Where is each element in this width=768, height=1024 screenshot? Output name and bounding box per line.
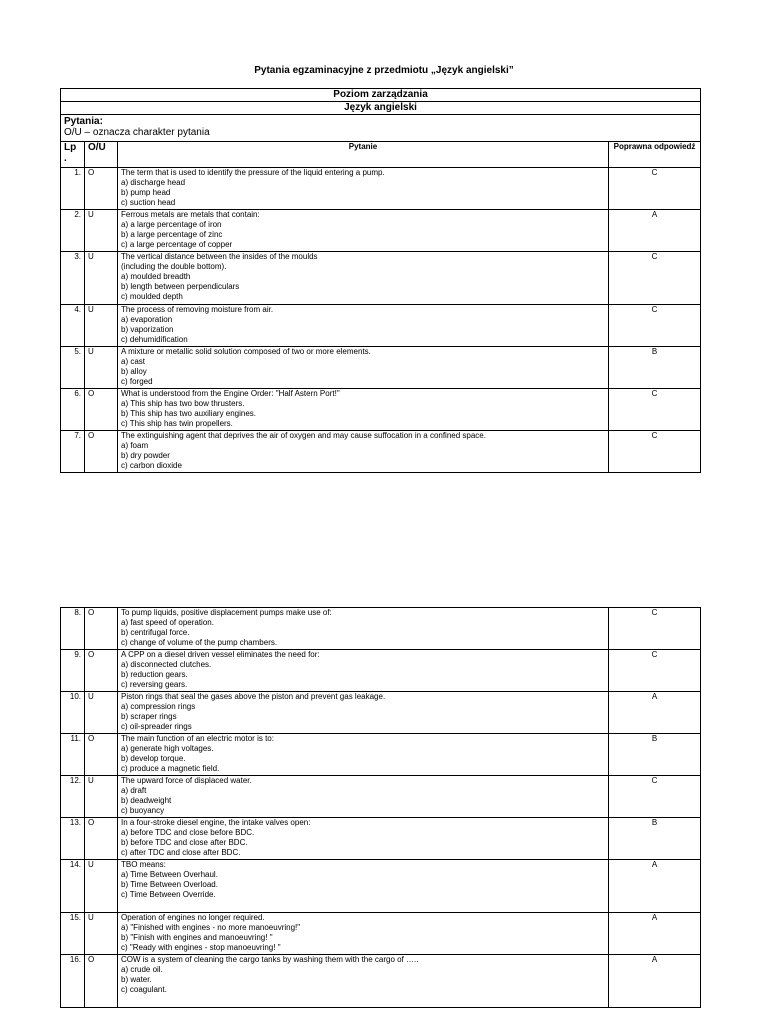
question-stem: The upward force of displaced water. xyxy=(121,776,252,785)
question-stem: Operation of engines no longer required. xyxy=(121,913,265,922)
answer-option: a) moulded breadth xyxy=(121,272,191,281)
question-number: 4. xyxy=(61,305,85,347)
question-text xyxy=(118,955,609,1008)
question-type: O xyxy=(85,389,118,431)
answer-option: b) dry powder xyxy=(121,451,170,460)
question-text xyxy=(118,692,609,734)
question-number: 8. xyxy=(61,608,85,650)
question-text xyxy=(118,734,609,776)
correct-answer: A xyxy=(609,860,701,913)
question-row xyxy=(61,168,701,210)
answer-option: b) scraper rings xyxy=(121,712,177,721)
answer-option: b) water. xyxy=(121,975,152,984)
question-text xyxy=(118,776,609,818)
answer-option: b) Time Between Overload. xyxy=(121,880,218,889)
answer-option: a) foam xyxy=(121,441,149,450)
intro-title: Pytania: xyxy=(64,116,103,127)
correct-answer: C xyxy=(609,168,701,210)
question-number: 1. xyxy=(61,168,85,210)
question-text xyxy=(118,252,609,305)
question-type: U xyxy=(85,913,118,955)
question-type: O xyxy=(85,168,118,210)
correct-answer: A xyxy=(609,955,701,1008)
answer-option: c) oil-spreader rings xyxy=(121,722,192,731)
question-row xyxy=(61,210,701,252)
question-row xyxy=(61,608,701,650)
question-type: U xyxy=(85,210,118,252)
question-text xyxy=(118,913,609,955)
question-number: 16. xyxy=(61,955,85,1008)
answer-option: b) deadweight xyxy=(121,796,172,805)
question-number: 6. xyxy=(61,389,85,431)
question-number: 3. xyxy=(61,252,85,305)
question-row xyxy=(61,431,701,473)
question-text xyxy=(118,305,609,347)
answer-option: c) forged xyxy=(121,377,153,386)
question-number: 11. xyxy=(61,734,85,776)
question-stem: The term that is used to identify the pressure of the liquid entering a pump. xyxy=(121,168,385,177)
question-row xyxy=(61,776,701,818)
correct-answer: C xyxy=(609,608,701,650)
answer-option: b) centrifugal force. xyxy=(121,628,190,637)
question-number: 13. xyxy=(61,818,85,860)
col-question-header: Pytanie xyxy=(118,142,609,168)
question-type: O xyxy=(85,608,118,650)
answer-option: c) a large percentage of copper xyxy=(121,240,233,249)
question-row xyxy=(61,347,701,389)
question-stem: TBO means: xyxy=(121,860,166,869)
col-answer-header: Poprawna odpowiedź xyxy=(609,142,701,168)
question-number: 15. xyxy=(61,913,85,955)
answer-option: b) length between perpendiculars xyxy=(121,282,240,291)
question-type: U xyxy=(85,252,118,305)
question-text xyxy=(118,608,609,650)
answer-option: b) "Finish with engines and manoeuvring! " xyxy=(121,933,273,942)
correct-answer: C xyxy=(609,431,701,473)
answer-option: c) Time Between Override. xyxy=(121,890,216,899)
question-row xyxy=(61,734,701,776)
col-ou-header: O/U xyxy=(85,142,118,168)
management-level-header: Poziom zarządzania xyxy=(61,89,701,102)
question-text xyxy=(118,431,609,473)
answer-option: a) crude oil. xyxy=(121,965,163,974)
correct-answer: A xyxy=(609,210,701,252)
question-text xyxy=(118,818,609,860)
answer-option: c) dehumidification xyxy=(121,335,188,344)
header-row-level xyxy=(61,89,701,102)
question-text xyxy=(118,347,609,389)
answer-option: c) carbon dioxide xyxy=(121,461,182,470)
answer-option: b) before TDC and close after BDC. xyxy=(121,838,248,847)
question-number: 12. xyxy=(61,776,85,818)
answer-option: c) buoyancy xyxy=(121,806,165,815)
answer-option: a) "Finished with engines - no more manoeuvring!" xyxy=(121,923,301,932)
questions-table-page-2 xyxy=(60,607,701,1008)
question-number: 7. xyxy=(61,431,85,473)
question-type: U xyxy=(85,776,118,818)
answer-option: b) develop torque. xyxy=(121,754,186,763)
correct-answer: C xyxy=(609,389,701,431)
correct-answer: B xyxy=(609,734,701,776)
question-row xyxy=(61,913,701,955)
question-stem: The vertical distance between the insides of the moulds xyxy=(121,252,318,261)
question-number: 9. xyxy=(61,650,85,692)
question-row xyxy=(61,650,701,692)
question-type: O xyxy=(85,818,118,860)
question-number: 10. xyxy=(61,692,85,734)
question-text xyxy=(118,389,609,431)
question-row xyxy=(61,305,701,347)
question-stem: Ferrous metals are metals that contain: xyxy=(121,210,260,219)
question-row xyxy=(61,252,701,305)
answer-option: a) compression rings xyxy=(121,702,196,711)
correct-answer: B xyxy=(609,347,701,389)
question-stem: What is understood from the Engine Order: "Half Astern Port!" xyxy=(121,389,340,398)
question-number: 2. xyxy=(61,210,85,252)
question-stem: In a four-stroke diesel engine, the intake valves open: xyxy=(121,818,311,827)
question-type: O xyxy=(85,955,118,1008)
correct-answer: C xyxy=(609,776,701,818)
answer-option: a) discharge head xyxy=(121,178,186,187)
answer-option: b) This ship has two auxiliary engines. xyxy=(121,409,257,418)
question-text xyxy=(118,860,609,913)
question-type: U xyxy=(85,305,118,347)
correct-answer: B xyxy=(609,818,701,860)
question-type: U xyxy=(85,860,118,913)
column-header-row xyxy=(61,142,701,168)
answer-option: c) after TDC and close after BDC. xyxy=(121,848,241,857)
question-stem: A CPP on a diesel driven vessel eliminates the need for: xyxy=(121,650,320,659)
correct-answer: C xyxy=(609,650,701,692)
answer-option: c) reversing gears. xyxy=(121,680,188,689)
answer-option: c) coagulant. xyxy=(121,985,167,994)
question-text xyxy=(118,650,609,692)
question-type: O xyxy=(85,431,118,473)
intro-note: O/U – oznacza charakter pytania xyxy=(64,127,210,138)
answer-option: b) a large percentage of zinc xyxy=(121,230,223,239)
question-text xyxy=(118,168,609,210)
answer-option: a) disconnected clutches. xyxy=(121,660,212,669)
answer-option: a) before TDC and close before BDC. xyxy=(121,828,255,837)
answer-option: c) change of volume of the pump chambers. xyxy=(121,638,278,647)
answer-option: c) This ship has twin propellers. xyxy=(121,419,233,428)
answer-option: (including the double bottom). xyxy=(121,262,227,271)
header-row-subject xyxy=(61,102,701,115)
question-text xyxy=(118,210,609,252)
question-type: O xyxy=(85,734,118,776)
answer-option: a) evaporation xyxy=(121,315,173,324)
correct-answer: A xyxy=(609,913,701,955)
answer-option: a) a large percentage of iron xyxy=(121,220,222,229)
question-row xyxy=(61,818,701,860)
question-row xyxy=(61,955,701,1008)
answer-option: a) Time Between Overhaul. xyxy=(121,870,218,879)
document-title: Pytania egzaminacyjne z przedmiotu „Język angielski” xyxy=(254,65,514,76)
question-stem: Piston rings that seal the gases above the piston and prevent gas leakage. xyxy=(121,692,386,701)
question-stem: The extinguishing agent that deprives the air of oxygen and may cause suffocation in a confined space. xyxy=(121,431,486,440)
answer-option: a) cast xyxy=(121,357,146,366)
question-stem: A mixture or metallic solid solution composed of two or more elements. xyxy=(121,347,371,356)
answer-option: b) vaporization xyxy=(121,325,174,334)
question-number: 5. xyxy=(61,347,85,389)
answer-option: a) generate high voltages. xyxy=(121,744,214,753)
question-type: U xyxy=(85,692,118,734)
answer-option: a) fast speed of operation. xyxy=(121,618,214,627)
answer-option: c) produce a magnetic field. xyxy=(121,764,220,773)
questions-table-page-1 xyxy=(60,88,701,473)
correct-answer: C xyxy=(609,252,701,305)
col-lp-header: Lp . xyxy=(61,142,85,168)
question-stem: COW is a system of cleaning the cargo tanks by washing them with the cargo of ….. xyxy=(121,955,419,964)
answer-option: c) "Ready with engines - stop manoeuvring! " xyxy=(121,943,281,952)
question-row xyxy=(61,389,701,431)
question-stem: The process of removing moisture from air. xyxy=(121,305,274,314)
correct-answer: A xyxy=(609,692,701,734)
intro-row xyxy=(61,115,701,142)
question-type: O xyxy=(85,650,118,692)
answer-option: b) pump head xyxy=(121,188,171,197)
question-row xyxy=(61,692,701,734)
question-row xyxy=(61,860,701,913)
subject-header: Język angielski xyxy=(61,102,701,115)
answer-option: a) draft xyxy=(121,786,147,795)
correct-answer: C xyxy=(609,305,701,347)
answer-option: c) moulded depth xyxy=(121,292,183,301)
answer-option: a) This ship has two bow thrusters. xyxy=(121,399,245,408)
answer-option: c) suction head xyxy=(121,198,176,207)
intro-cell xyxy=(61,115,701,142)
question-type: U xyxy=(85,347,118,389)
answer-option: b) reduction gears. xyxy=(121,670,188,679)
answer-option: b) alloy xyxy=(121,367,147,376)
question-number: 14. xyxy=(61,860,85,913)
question-stem: The main function of an electric motor is to: xyxy=(121,734,274,743)
question-stem: To pump liquids, positive displacement pumps make use of: xyxy=(121,608,332,617)
